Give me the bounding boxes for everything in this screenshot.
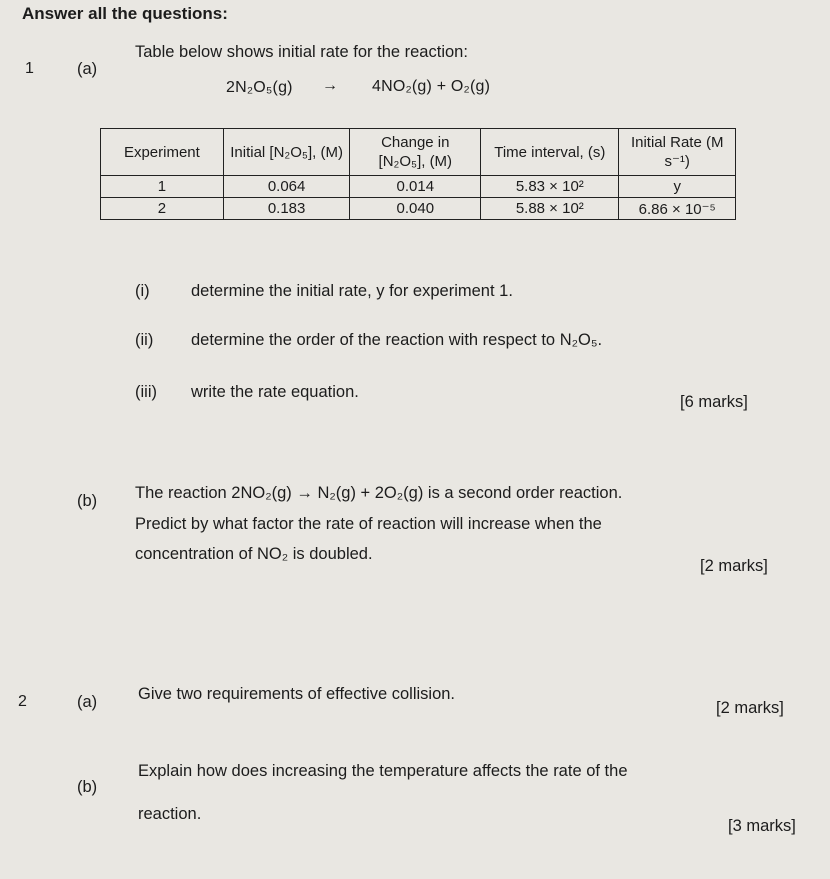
q1b-line2: Predict by what factor the rate of reaction will increase when the — [135, 515, 602, 533]
cell-experiment: 1 — [101, 176, 224, 198]
header-time-interval: Time interval, (s) — [481, 129, 619, 176]
q2a-marks: [2 marks] — [716, 699, 784, 717]
instructions-heading: Answer all the questions: — [22, 4, 228, 23]
q1a-marks: [6 marks] — [680, 393, 748, 411]
header-initial-concentration: Initial [N₂O₅], (M) — [223, 129, 350, 176]
q1a-iii-text: write the rate equation. — [191, 383, 359, 401]
q2b-line1: Explain how does increasing the temperature affects the rate of the — [138, 762, 628, 780]
q1b-line1: The reaction 2NO₂(g) → N₂(g) + 2O₂(g) is a second order reaction. — [135, 484, 623, 502]
q1a-i-label: (i) — [135, 282, 150, 300]
q1a-intro: Table below shows initial rate for the reaction: — [135, 43, 468, 61]
q2b-line2: reaction. — [138, 805, 202, 823]
question-1-number: 1 — [25, 60, 34, 77]
q1a-i-text: determine the initial rate, y for experiment 1. — [191, 282, 513, 300]
q1b-marks: [2 marks] — [700, 557, 768, 575]
table-row — [101, 198, 736, 220]
q2a-label: (a) — [77, 693, 98, 711]
q1a-ii-text: determine the order of the reaction with respect to N₂O₅. — [191, 331, 603, 349]
cell-time-interval: 5.83 × 10² — [481, 176, 619, 198]
q2b-label: (b) — [77, 778, 98, 796]
q1a-label: (a) — [77, 60, 98, 78]
cell-experiment: 2 — [101, 198, 224, 220]
question-2-number: 2 — [18, 693, 27, 710]
cell-change-concentration: 0.014 — [350, 176, 481, 198]
cell-change-concentration: 0.040 — [350, 198, 481, 220]
reaction-equation-products: 4NO₂(g) + O₂(g) — [372, 78, 491, 95]
initial-rate-table — [100, 128, 736, 220]
header-change-concentration: Change in [N₂O₅], (M) — [350, 129, 481, 176]
header-initial-rate: Initial Rate (M s⁻¹) — [619, 129, 736, 176]
table-header-row — [101, 129, 736, 176]
q1b-label: (b) — [77, 492, 98, 510]
reaction-arrow-icon: → — [322, 77, 339, 94]
reaction-equation-reactant: 2N₂O₅(g) — [226, 79, 293, 96]
q2b-marks: [3 marks] — [728, 817, 796, 835]
q1a-iii-label: (iii) — [135, 383, 157, 401]
cell-initial-concentration: 0.183 — [223, 198, 350, 220]
cell-time-interval: 5.88 × 10² — [481, 198, 619, 220]
header-experiment: Experiment — [101, 129, 224, 176]
q1a-ii-label: (ii) — [135, 331, 154, 349]
cell-initial-concentration: 0.064 — [223, 176, 350, 198]
cell-initial-rate: 6.86 × 10⁻⁵ — [619, 198, 736, 220]
cell-initial-rate: y — [619, 176, 736, 198]
table-row — [101, 176, 736, 198]
q2a-text: Give two requirements of effective collision. — [138, 685, 456, 703]
q1b-line3: concentration of NO₂ is doubled. — [135, 545, 373, 563]
